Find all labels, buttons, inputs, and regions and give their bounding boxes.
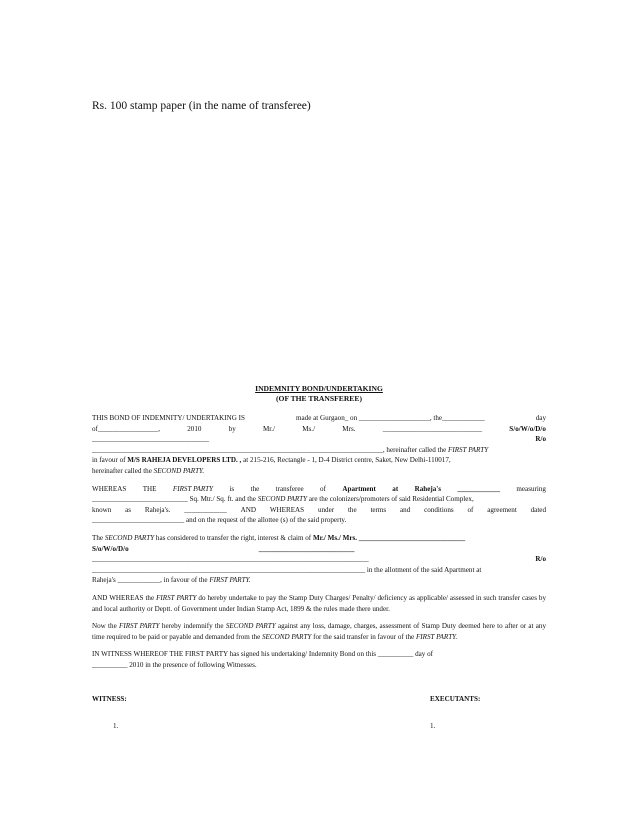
p6-row-1: IN WITNESS WHEREOF THE FIRST PARTY has signed his undertaking/ Indemnity Bond on this __________ day of [92,650,433,659]
p2-row-1: WHEREAS THE FIRST PARTY is the transferee of Apartment at Raheja's ____________ measuring [92,484,546,493]
p1-row-4: __________________________________________________________________________________, hereinafter called the FIRST PARTY [92,445,489,454]
title-line-1: INDEMNITY BOND/UNDERTAKING [255,384,383,393]
paragraph-in-witness [92,649,546,670]
p2-row-3: known as Raheja's. ____________ AND WHEREAS under the terms and conditions of agreement dated [92,505,546,514]
executant-number: 1. [430,722,436,730]
paragraph-stamp-duty: AND WHEREAS the FIRST PARTY do hereby undertake to pay the Stamp Duty Charges/ Penalty/ deficiency as applicable/ assessed in such transfer cases by and local authority or Deptt. of Government under Indian Stamp Act, 1899 & the rules made there under. [92,593,547,613]
p1-row-2: of_________________, 2010 by Mr./ Ms./ Mrs. ____________________________ S/o/W/o/D/o [92,424,546,433]
witness-heading: WITNESS: [92,695,127,703]
p3-row-2: S/o/W/o/D/o ___________________________ [92,544,355,553]
document-title [0,384,638,404]
p1-row-3: _________________________________ R/o [92,435,546,444]
p1-row-1: THIS BOND OF INDEMNITY/ UNDERTAKING IS made at Gurgaon_ on ____________________, the____________ day [92,414,546,422]
p3-row-5: Raheja's ____________, in favour of the FIRST PARTY. [92,576,251,585]
p2-row-4: __________________________ and on the request of the allottee (s) of the said property. [92,516,347,525]
p1-row-5: in favour of M/S RAHEJA DEVELOPERS LTD. , at 215-216, Rectangle - 1, D-4 District centre, Saket, New Delhi-110017, [92,456,451,465]
paragraph-bond-parties [92,413,546,477]
p2-row-2: ___________________________ Sq. Mtr./ Sq. ft. and the SECOND PARTY are the colonizers/promoters of said Residential Complex, [92,495,474,504]
p3-row-1: The SECOND PARTY has considered to transfer the right, interest & claim of Mr./ Ms./ Mrs. ______________________________ [92,533,466,542]
paragraph-whereas-transferee [92,484,546,526]
document-body [92,413,546,677]
witness-number: 1. [113,722,119,730]
executants-heading: EXECUTANTS: [430,695,481,703]
p6-row-2: __________ 2010 in the presence of following Witnesses. [92,660,257,669]
p3-row-4: _____________________________________________________________________________ in the allotment of the said Apartment at [92,565,482,574]
paragraph-indemnify: Now the FIRST PARTY hereby indemnify the SECOND PARTY against any loss, damage, charges, assessment of Stamp Duty deemed here to after or at any time required to be paid or payable and demanded from the SECOND PARTY for the said transfer in favour of the FIRST PARTY. [92,622,547,641]
p1-row-6: hereinafter called the SECOND PARTY. [92,466,205,475]
title-line-2: (OF THE TRANSFEREE) [276,394,362,403]
paragraph-transfer-consideration [92,533,546,586]
p3-row-3: ______________________________________________________________________________ R/o [92,555,546,564]
stamp-paper-note: Rs. 100 stamp paper (in the name of transferee) [92,100,311,112]
signature-headings [92,695,546,703]
